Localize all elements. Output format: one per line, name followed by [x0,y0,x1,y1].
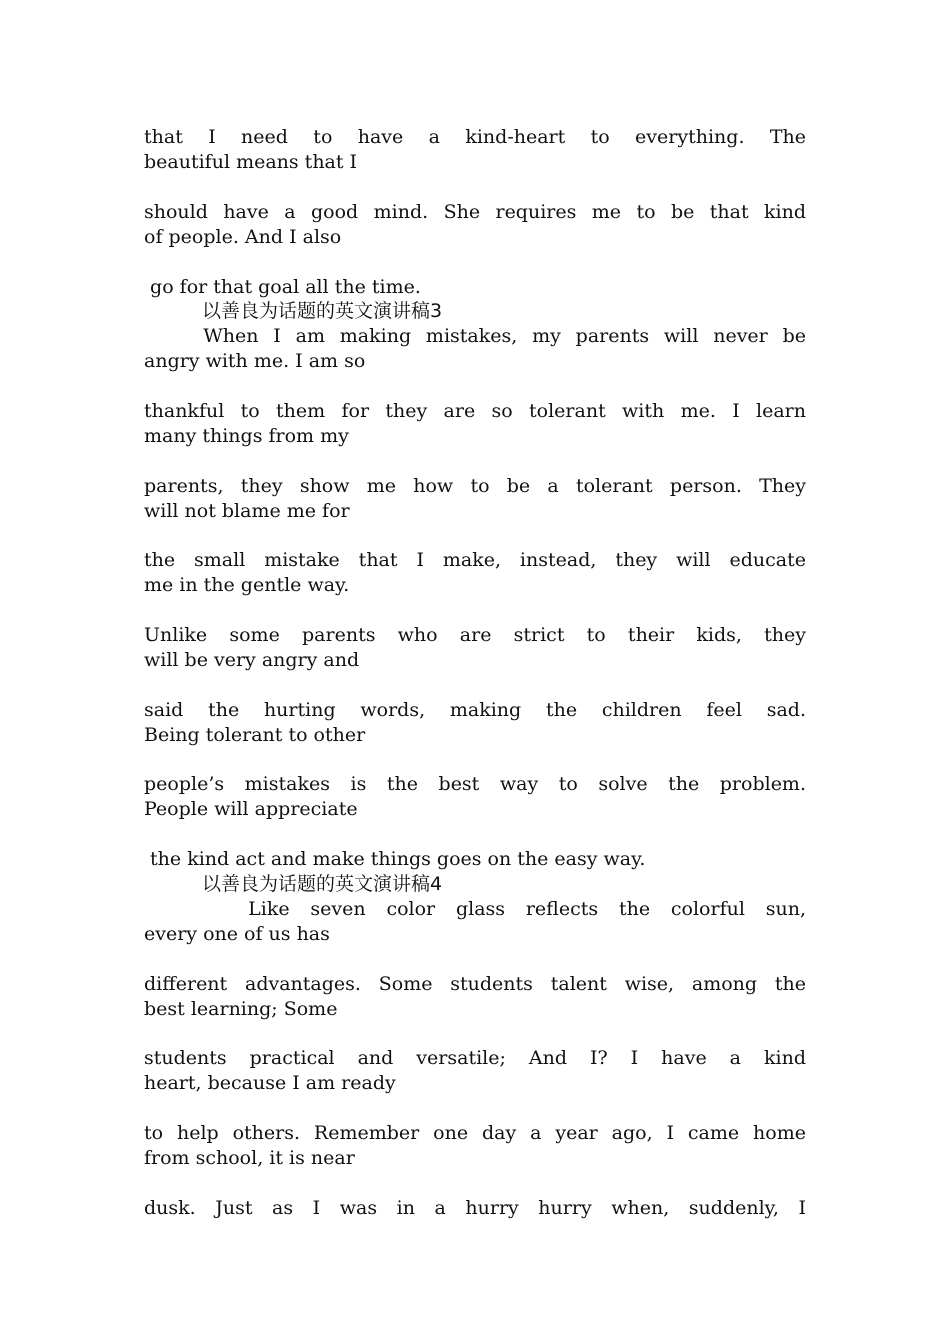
text-line: Like seven color glass reflects the colorful sun, [144,898,807,920]
text-line: dusk. Just as I was in a hurry hurry when, suddenly, I [144,1197,806,1219]
paragraph [144,200,806,250]
text-line: parents, they show me how to be a tolerant person. They [144,475,806,497]
paragraph [144,972,806,1022]
text-line: many things from my [144,425,349,447]
text-line: beautiful means that I [144,151,358,173]
paragraph [144,1046,806,1096]
text-line: When I am making mistakes, my parents will never be [144,325,806,347]
paragraph [144,1121,806,1171]
text-line: People will appreciate [144,798,358,820]
paragraph [144,1196,806,1221]
text-line: from school, it is near [144,1147,355,1169]
text-line: different advantages. Some students talent wise, among the [144,973,806,995]
text-line: the small mistake that I make, instead, they will educate [144,549,806,571]
text-line: Being tolerant to other [144,724,366,746]
text-line: best learning; Some [144,998,338,1020]
text-line: go for that goal all the time. [144,276,421,298]
text-line: will be very angry and [144,649,360,671]
text-line: will not blame me for [144,500,350,522]
text-line: said the hurting words, making the children feel sad. [144,699,806,721]
text-line: people’s mistakes is the best way to solve the problem. [144,773,806,795]
paragraph [144,772,806,822]
text-line: that I need to have a kind-heart to everything. The [144,126,806,148]
text-line: of people. And I also [144,226,342,248]
text-line: students practical and versatile; And I? I have a kind [144,1047,806,1069]
text-line: every one of us has [144,923,330,945]
paragraph [144,897,806,947]
text-line: Unlike some parents who are strict to their kids, they [144,624,806,646]
paragraph [144,698,806,748]
text-line: me in the gentle way. [144,574,350,596]
paragraph [144,125,806,175]
paragraph [144,474,806,524]
text-line: angry with me. I am so [144,350,366,372]
paragraph [144,399,806,449]
text-line: thankful to them for they are so tolerant with me. I learn [144,400,806,422]
paragraph [144,623,806,673]
text-line: to help others. Remember one day a year ago, I came home [144,1122,806,1144]
section-heading: 以善良为话题的英文演讲稿3 [202,300,443,322]
text-line: heart, because I am ready [144,1072,396,1094]
paragraph [144,548,806,598]
text-line: the kind act and make things goes on the easy way. [144,848,646,870]
text-line: should have a good mind. She requires me to be that kind [144,201,806,223]
section-heading: 以善良为话题的英文演讲稿4 [202,873,443,895]
paragraph [144,324,806,374]
